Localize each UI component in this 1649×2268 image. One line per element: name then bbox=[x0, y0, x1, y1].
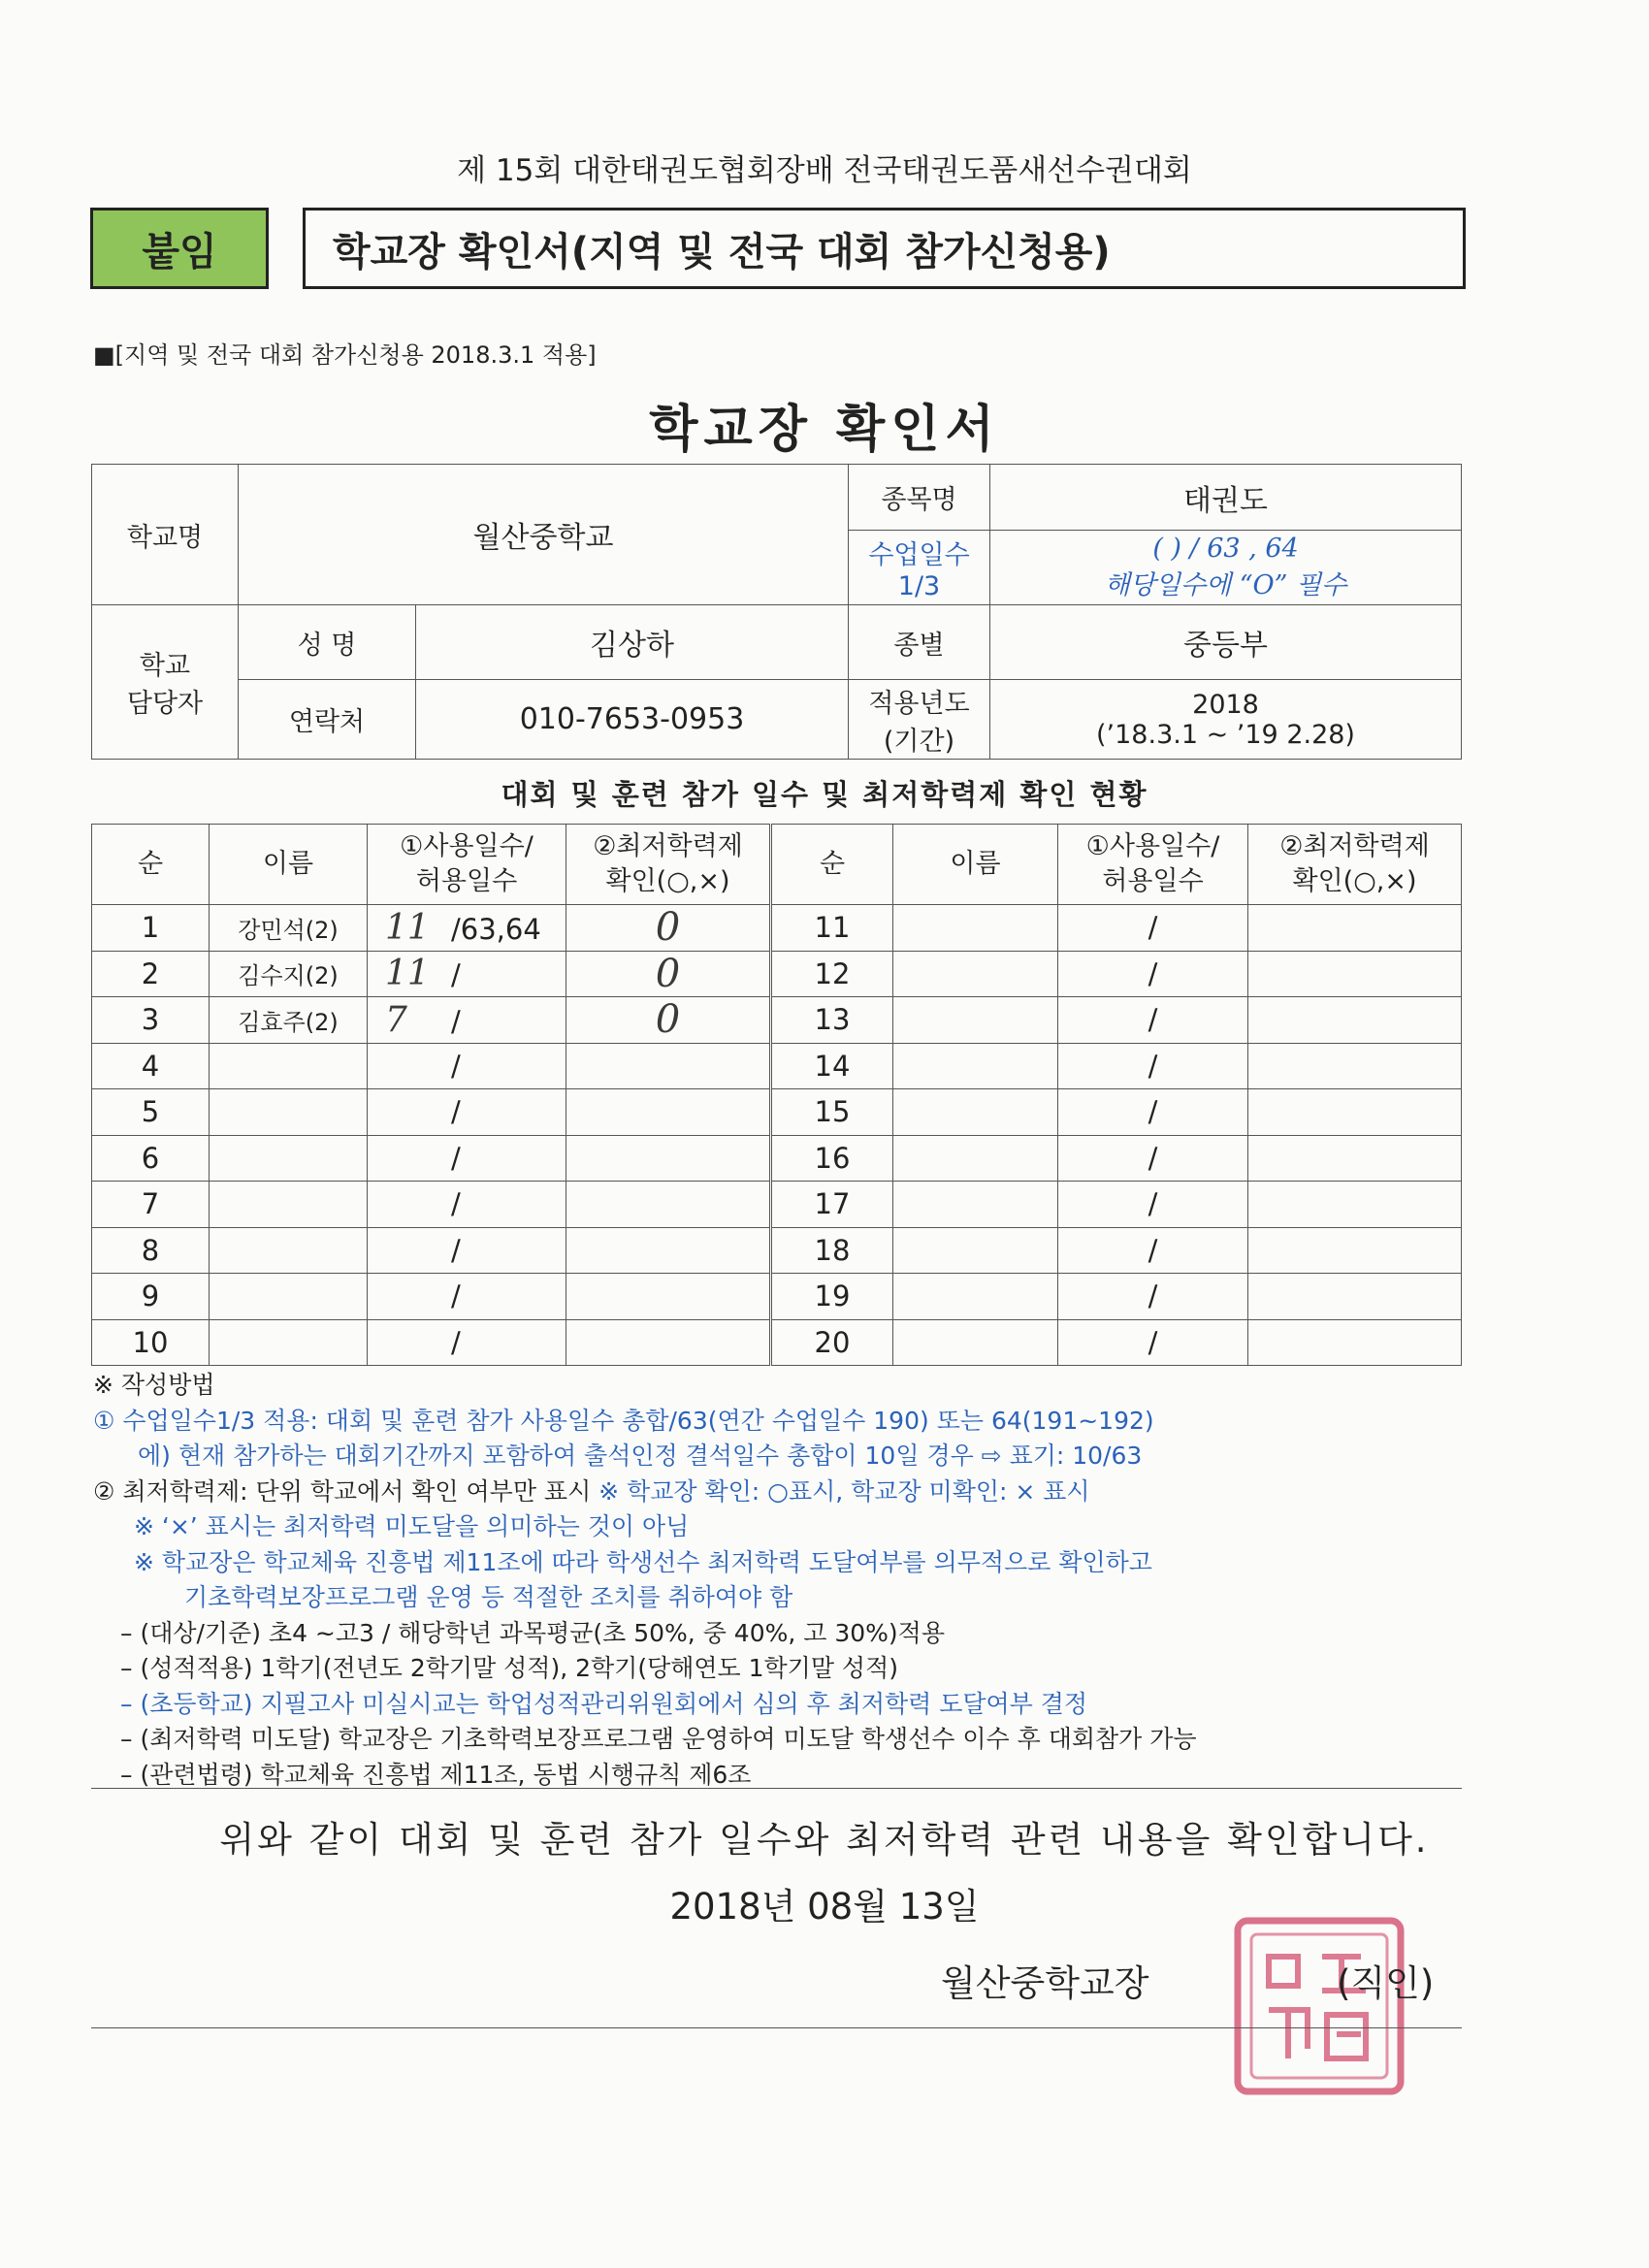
note-2-text: ② 최저학력제: 단위 학교에서 확인 여부만 표시 bbox=[93, 1476, 592, 1506]
allowed-days: / bbox=[451, 1141, 461, 1175]
check-mark: 0 bbox=[566, 905, 771, 952]
check-mark bbox=[566, 1227, 771, 1274]
header-days-right-line2: 허용일수 bbox=[1102, 866, 1204, 896]
section-title: 대회 및 훈련 참가 일수 및 최저학력제 확인 현황 bbox=[501, 778, 1148, 811]
staff-label bbox=[92, 605, 239, 760]
divider-bottom bbox=[91, 2027, 1462, 2028]
days-cell-right: / bbox=[1058, 1043, 1248, 1089]
row-number: 3 bbox=[92, 997, 210, 1044]
days-cell bbox=[368, 1089, 566, 1136]
student-name-right bbox=[893, 997, 1058, 1044]
official-seal-stamp bbox=[1230, 1913, 1409, 2099]
row-number-right: 18 bbox=[771, 1227, 893, 1274]
days-cell-right: / bbox=[1058, 997, 1248, 1044]
row-number: 7 bbox=[92, 1182, 210, 1228]
year-label-line2: (기간) bbox=[883, 726, 955, 757]
check-mark-right bbox=[1248, 1274, 1462, 1320]
check-mark-right bbox=[1248, 1043, 1462, 1089]
row-number-right: 20 bbox=[771, 1319, 893, 1366]
header-check-right bbox=[1248, 825, 1462, 905]
student-name-right bbox=[893, 1274, 1058, 1320]
student-name bbox=[210, 1319, 368, 1366]
check-mark bbox=[566, 1182, 771, 1228]
allowed-days: / bbox=[451, 1187, 461, 1221]
class-days-value bbox=[990, 531, 1462, 605]
check-mark-right bbox=[1248, 1227, 1462, 1274]
allowed-days: / bbox=[451, 1233, 461, 1267]
class-days-value-line1: ( ) / 63 , 64 bbox=[1152, 534, 1299, 564]
detail-4: – (최저학력 미도달) 학교장은 기초학력보장프로그램 운영하여 미도달 학생선수 이수 후 대회참가 가능 bbox=[120, 1725, 1197, 1753]
header-check-right-line2: 확인(○,×) bbox=[1292, 866, 1417, 896]
check-mark-right bbox=[1248, 997, 1462, 1044]
main-title: 학교장 확인서 bbox=[649, 401, 1000, 459]
attachment-tag: 붙임 bbox=[90, 208, 269, 289]
check-mark-right bbox=[1248, 905, 1462, 952]
row-number: 8 bbox=[92, 1227, 210, 1274]
detail-3: – (초등학교) 지필고사 미실시교는 학업성적관리위원회에서 심의 후 최저학력 도달여부 결정 bbox=[120, 1689, 1088, 1718]
days-cell bbox=[368, 1135, 566, 1182]
event-title: 제 15회 대한태권도협회장배 전국태권도품새선수권대회 bbox=[457, 153, 1192, 188]
table-row bbox=[92, 905, 1462, 952]
contact-value: 010-7653-0953 bbox=[416, 680, 849, 760]
info-table bbox=[91, 464, 1462, 760]
check-mark-right bbox=[1248, 951, 1462, 997]
check-mark-right bbox=[1248, 1182, 1462, 1228]
seal-label: (직인) bbox=[1337, 1962, 1435, 2004]
year-value-line1: 2018 bbox=[1192, 689, 1259, 720]
detail-1: – (대상/기준) 초4 ~고3 / 해당학년 과목평균(초 50%, 중 40%, 고 30%)적용 bbox=[120, 1618, 945, 1647]
table-row bbox=[92, 1182, 1462, 1228]
student-name-right bbox=[893, 905, 1058, 952]
school-value: 월산중학교 bbox=[239, 465, 849, 605]
row-number: 1 bbox=[92, 905, 210, 952]
class-days-label bbox=[849, 531, 990, 605]
allowed-days: / bbox=[451, 958, 461, 992]
header-days-right bbox=[1058, 825, 1248, 905]
check-mark-right bbox=[1248, 1319, 1462, 1366]
check-mark bbox=[566, 1274, 771, 1320]
student-name-right bbox=[893, 1227, 1058, 1274]
check-mark bbox=[566, 1043, 771, 1089]
staff-label-line1: 학교 bbox=[139, 651, 191, 681]
student-name: 김효주(2) bbox=[210, 997, 368, 1044]
student-name-right bbox=[893, 1089, 1058, 1136]
note-2 bbox=[93, 1474, 1490, 1510]
days-cell-right: / bbox=[1058, 1319, 1248, 1366]
table-row bbox=[92, 951, 1462, 997]
header-check-line2: 확인(○,×) bbox=[605, 866, 730, 896]
days-cell bbox=[368, 905, 566, 952]
allowed-days: / bbox=[451, 1049, 461, 1083]
days-cell bbox=[368, 1274, 566, 1320]
division-value: 중등부 bbox=[990, 605, 1462, 680]
division-label: 종별 bbox=[849, 605, 990, 680]
year-label bbox=[849, 680, 990, 760]
student-name bbox=[210, 1227, 368, 1274]
student-name bbox=[210, 1135, 368, 1182]
used-days: 11 bbox=[385, 907, 430, 948]
participation-table bbox=[91, 824, 1462, 1366]
row-number: 2 bbox=[92, 951, 210, 997]
student-name bbox=[210, 1274, 368, 1320]
row-number-right: 14 bbox=[771, 1043, 893, 1089]
allowed-days: / bbox=[451, 1095, 461, 1129]
student-name: 강민석(2) bbox=[210, 905, 368, 952]
participation-table-body bbox=[92, 825, 1462, 1366]
student-name-right bbox=[893, 1135, 1058, 1182]
student-name bbox=[210, 1182, 368, 1228]
days-cell-right: / bbox=[1058, 1227, 1248, 1274]
year-value-line2: (’18.3.1 ~ ’19 2.28) bbox=[1096, 719, 1355, 750]
class-days-value-line2: 해당일수에 “O” 필수 bbox=[1104, 570, 1347, 600]
table-row bbox=[92, 1043, 1462, 1089]
event-label: 종목명 bbox=[849, 465, 990, 531]
student-name-right bbox=[893, 951, 1058, 997]
check-mark bbox=[566, 1089, 771, 1136]
document-date: 2018년 08월 13일 bbox=[669, 1886, 980, 1928]
year-value bbox=[990, 680, 1462, 760]
days-cell bbox=[368, 1043, 566, 1089]
days-cell bbox=[368, 1319, 566, 1366]
check-mark-right bbox=[1248, 1135, 1462, 1182]
student-name bbox=[210, 1089, 368, 1136]
header-name: 이름 bbox=[210, 825, 368, 905]
table-row bbox=[92, 1089, 1462, 1136]
note-3: ※ ‘×’ 표시는 최저학력 미도달을 의미하는 것이 아님 bbox=[134, 1512, 690, 1540]
check-mark: 0 bbox=[566, 951, 771, 997]
table-header-row bbox=[92, 825, 1462, 905]
row-number-right: 15 bbox=[771, 1089, 893, 1136]
header-check bbox=[566, 825, 771, 905]
allowed-days: / bbox=[451, 1280, 461, 1313]
staff-name-value: 김상하 bbox=[416, 605, 849, 680]
contact-label: 연락처 bbox=[239, 680, 416, 760]
days-cell-right: / bbox=[1058, 1089, 1248, 1136]
allowed-days: /63,64 bbox=[451, 912, 541, 946]
confirmation-statement: 위와 같이 대회 및 훈련 참가 일수와 최저학력 관련 내용을 확인합니다. bbox=[219, 1819, 1430, 1861]
divider bbox=[91, 1788, 1462, 1789]
table-row bbox=[92, 1319, 1462, 1366]
row-number: 5 bbox=[92, 1089, 210, 1136]
row-number: 10 bbox=[92, 1319, 210, 1366]
header-no: 순 bbox=[92, 825, 210, 905]
allowed-days: / bbox=[451, 1004, 461, 1038]
header-days-line2: 허용일수 bbox=[415, 866, 518, 896]
table-row bbox=[92, 1135, 1462, 1182]
student-name bbox=[210, 1043, 368, 1089]
row-number: 9 bbox=[92, 1274, 210, 1320]
header-check-right-line1: ②최저학력제 bbox=[1279, 831, 1430, 861]
event-value: 태권도 bbox=[990, 465, 1462, 531]
row-number-right: 19 bbox=[771, 1274, 893, 1320]
note-2-marks: ※ 학교장 확인: ○표시, 학교장 미확인: × 표시 bbox=[598, 1476, 1090, 1506]
header-no-right: 순 bbox=[771, 825, 893, 905]
student-name-right bbox=[893, 1182, 1058, 1228]
check-mark-right bbox=[1248, 1089, 1462, 1136]
class-days-label-line2: 1/3 bbox=[897, 571, 941, 601]
header-check-line1: ②최저학력제 bbox=[593, 831, 743, 861]
row-number: 6 bbox=[92, 1135, 210, 1182]
days-cell-right: / bbox=[1058, 1274, 1248, 1320]
table-row bbox=[92, 997, 1462, 1044]
note-4-line1: ※ 학교장은 학교체육 진흥법 제11조에 따라 학생선수 최저학력 도달여부를 의무적으로 확인하고 bbox=[134, 1547, 1152, 1576]
row-number-right: 17 bbox=[771, 1182, 893, 1228]
detail-5: – (관련법령) 학교체육 진흥법 제11조, 동법 시행규칙 제6조 bbox=[120, 1760, 752, 1789]
row-number-right: 13 bbox=[771, 997, 893, 1044]
note-1-line1: ① 수업일수1/3 적용: 대회 및 훈련 참가 사용일수 총합/63(연간 수업일수 190) 또는 64(191~192) bbox=[93, 1406, 1154, 1435]
student-name: 김수지(2) bbox=[210, 951, 368, 997]
row-number-right: 12 bbox=[771, 951, 893, 997]
header-days bbox=[368, 825, 566, 905]
name-label: 성 명 bbox=[239, 605, 416, 680]
days-cell-right: / bbox=[1058, 905, 1248, 952]
note-4-line2: 기초학력보장프로그램 운영 등 적절한 조치를 취하여야 함 bbox=[184, 1583, 793, 1611]
note-1-line2: 에) 현재 참가하는 대회기간까지 포함하여 출석인정 결석일수 총합이 10일 경우 ⇨ 표기: 10/63 bbox=[138, 1442, 1143, 1470]
check-mark bbox=[566, 1319, 771, 1366]
row-number-right: 16 bbox=[771, 1135, 893, 1182]
table-row bbox=[92, 1274, 1462, 1320]
allowed-days: / bbox=[451, 1325, 461, 1359]
header-days-line1: ①사용일수/ bbox=[400, 831, 534, 861]
days-cell-right: / bbox=[1058, 1135, 1248, 1182]
days-cell-right: / bbox=[1058, 1182, 1248, 1228]
used-days: 7 bbox=[385, 999, 407, 1040]
used-days: 11 bbox=[385, 954, 430, 994]
check-mark: 0 bbox=[566, 997, 771, 1044]
days-cell bbox=[368, 1227, 566, 1274]
days-cell-right: / bbox=[1058, 951, 1248, 997]
school-label: 학교명 bbox=[92, 465, 239, 605]
table-row bbox=[92, 1227, 1462, 1274]
staff-label-line2: 담당자 bbox=[126, 689, 204, 719]
year-label-line1: 적용년도 bbox=[868, 688, 970, 719]
class-days-label-line1: 수업일수 bbox=[868, 540, 970, 570]
row-number: 4 bbox=[92, 1043, 210, 1089]
document-title: 학교장 확인서(지역 및 전국 대회 참가신청용) bbox=[303, 208, 1466, 289]
check-mark bbox=[566, 1135, 771, 1182]
days-cell bbox=[368, 1182, 566, 1228]
days-cell bbox=[368, 997, 566, 1044]
row-number-right: 11 bbox=[771, 905, 893, 952]
header-name-right: 이름 bbox=[893, 825, 1058, 905]
student-name-right bbox=[893, 1043, 1058, 1089]
detail-2: – (성적적용) 1학기(전년도 2학기말 성적), 2학기(당해연도 1학기말 성적) bbox=[120, 1654, 898, 1682]
application-note: ■[지역 및 전국 대회 참가신청용 2018.3.1 적용] bbox=[93, 341, 597, 369]
notes-heading: ※ 작성방법 bbox=[93, 1371, 215, 1399]
instructions bbox=[93, 1368, 1490, 1793]
principal-name: 월산중학교장 bbox=[941, 1962, 1149, 2004]
student-name-right bbox=[893, 1319, 1058, 1366]
header-days-right-line1: ①사용일수/ bbox=[1085, 831, 1220, 861]
days-cell bbox=[368, 951, 566, 997]
